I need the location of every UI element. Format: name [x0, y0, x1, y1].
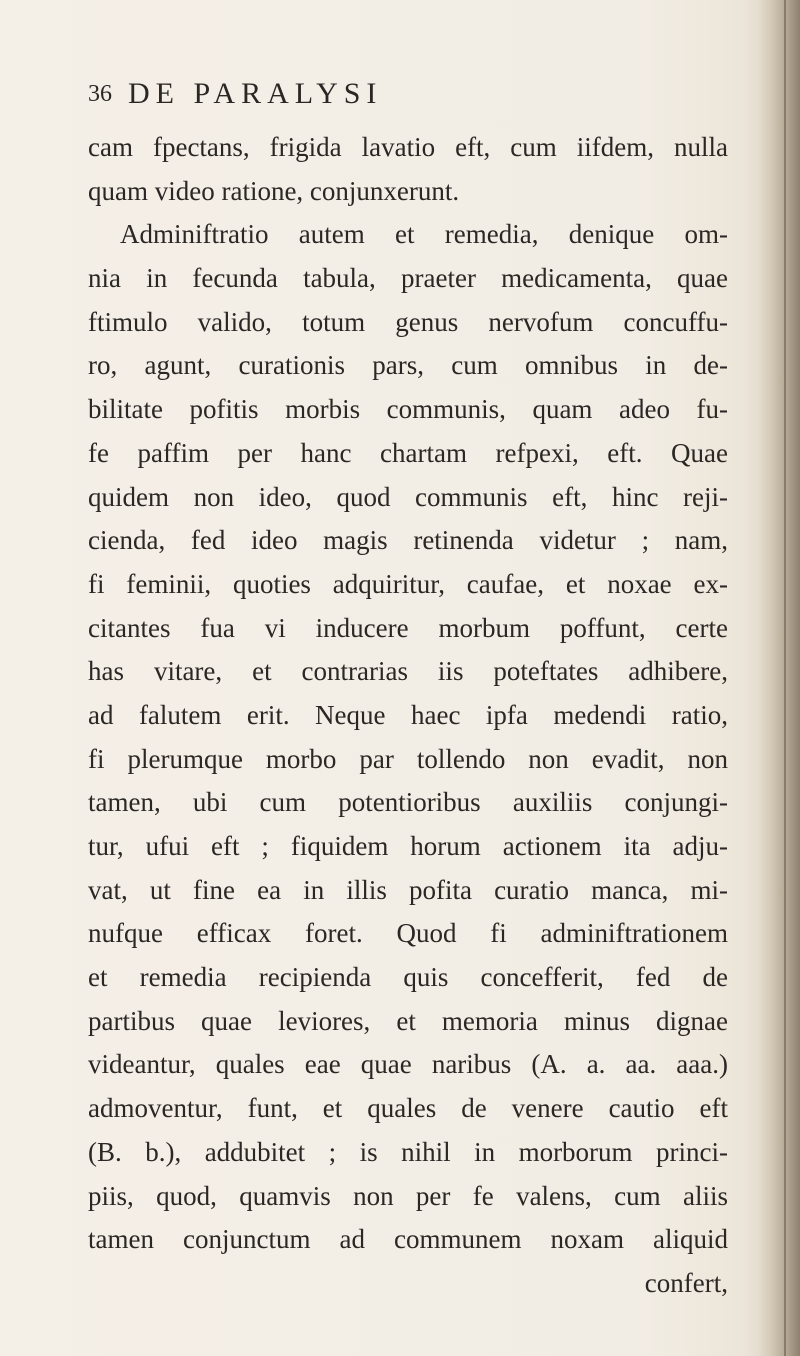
gutter-edge — [784, 0, 786, 1356]
body-text — [88, 126, 728, 1306]
text-line: partibus quae leviores, et memoria minus dignae — [88, 1005, 728, 1036]
text-line: nufque efficax foret. Quod fi adminiftrationem — [88, 918, 728, 949]
text-line: quidem non ideo, quod communis eft, hinc reji- — [88, 481, 728, 512]
text-line: ftimulo valido, totum genus nervofum concuffu- — [88, 306, 728, 337]
text-line: ad falutem erit. Neque haec ipfa medendi ratio, — [88, 699, 728, 730]
text-line: has vitare, et contrarias iis poteftates adhibere, — [88, 656, 728, 687]
running-head: DE PARALYSI — [128, 77, 383, 110]
catchword: confert, — [644, 1267, 728, 1298]
text-line: bilitate pofitis morbis communis, quam adeo fu- — [88, 394, 728, 425]
text-line: piis, quod, quamvis non per fe valens, cum aliis — [88, 1180, 728, 1211]
text-line: tamen, ubi cum potentioribus auxiliis conjungi- — [88, 787, 728, 818]
text-line: nia in fecunda tabula, praeter medicamenta, quae — [88, 263, 728, 294]
text-line: tur, ufui eft ; fiquidem horum actionem ita adju- — [88, 831, 728, 861]
text-line: tamen conjunctum ad communem noxam aliquid — [88, 1224, 728, 1255]
text-line: cam fpectans, frigida lavatio eft, cum iifdem, nulla — [88, 132, 728, 162]
text-line: et remedia recipienda quis concefferit, fed de — [88, 962, 728, 993]
text-line: Adminiftratio autem et remedia, denique om- — [120, 219, 728, 250]
text-line: (B. b.), addubitet ; is nihil in morborum princi- — [88, 1136, 728, 1167]
book-gutter-shadow — [758, 0, 800, 1356]
text-line: admoventur, funt, et quales de venere cautio eft — [88, 1093, 728, 1124]
text-line: fi feminii, quoties adquiritur, caufae, et noxae ex- — [88, 568, 728, 599]
text-line: fi plerumque morbo par tollendo non evadit, non — [88, 743, 728, 774]
page-number: 36 — [88, 81, 112, 107]
page-header — [88, 74, 728, 114]
text-line: vat, ut fine ea in illis pofita curatio manca, mi- — [88, 874, 728, 905]
text-line: videantur, quales eae quae naribus (A. a. aa. aaa.) — [88, 1049, 728, 1080]
text-line: ro, agunt, curationis pars, cum omnibus in de- — [88, 350, 728, 381]
text-line: quam video ratione, conjunxerunt. — [88, 175, 460, 206]
text-line: cienda, fed ideo magis retinenda videtur ; nam, — [88, 525, 728, 556]
text-line: citantes fua vi inducere morbum poffunt, certe — [88, 612, 728, 643]
text-line: fe paffim per hanc chartam refpexi, eft. Quae — [88, 437, 728, 468]
